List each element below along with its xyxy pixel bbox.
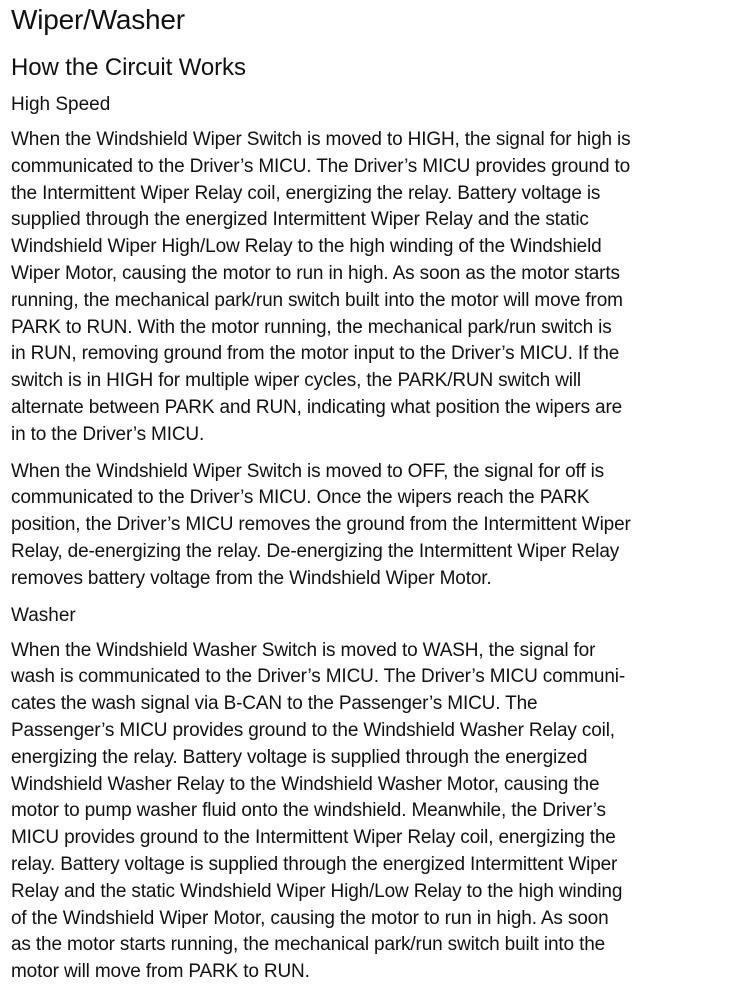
paragraph-line: Relay, de-energizing the relay. De-energizing the Intermittent Wiper Relay <box>11 540 620 562</box>
paragraph-line: running, the mechanical park/run switch built into the motor will move from <box>11 289 623 311</box>
paragraph-line: Windshield Wiper High/Low Relay to the high winding of the Windshield <box>11 236 602 258</box>
paragraph-line: Windshield Washer Relay to the Windshield Washer Motor, causing the <box>11 773 600 795</box>
paragraph-line: When the Windshield Wiper Switch is moved to HIGH, the signal for high is <box>11 129 631 150</box>
paragraph-line: Passenger’s MICU provides ground to the Windshield Washer Relay coil, <box>11 719 615 741</box>
body-paragraph <box>11 459 753 593</box>
paragraph-line: When the Windshield Washer Switch is moved to WASH, the signal for <box>11 639 596 661</box>
paragraph-line: cates the wash signal via B-CAN to the Passenger’s MICU. The <box>11 693 538 715</box>
paragraph-line: motor to pump washer fluid onto the windshield. Meanwhile, the Driver’s <box>11 800 606 822</box>
paragraph-line: communicated to the Driver’s MICU. Once the wipers reach the PARK <box>11 487 590 509</box>
paragraph-line: Relay and the static Windshield Wiper High/Low Relay to the high winding <box>11 880 623 902</box>
paragraph-line: PARK to RUN. With the motor running, the mechanical park/run switch is <box>11 316 612 338</box>
paragraph-line: as the motor starts running, the mechanical park/run switch built into the <box>11 934 606 956</box>
paragraph-line: communicated to the Driver’s MICU. The Driver’s MICU provides ground to <box>11 155 631 177</box>
body-paragraph <box>11 638 753 986</box>
paragraph-line: motor will move from PARK to RUN. <box>11 961 310 983</box>
paragraph-line: in RUN, removing ground from the motor input to the Driver’s MICU. If the <box>11 343 620 365</box>
paragraph-line: MICU provides ground to the Intermittent Wiper Relay coil, energizing the <box>11 827 616 849</box>
paragraph-line: switch is in HIGH for multiple wiper cycles, the PARK/RUN switch will <box>11 370 581 392</box>
document-body <box>11 93 753 986</box>
document-page <box>11 0 753 986</box>
body-paragraph <box>11 127 753 449</box>
paragraph-line: When the Windshield Wiper Switch is moved to OFF, the signal for off is <box>11 460 605 482</box>
paragraph-line: position, the Driver’s MICU removes the ground from the Intermittent Wiper <box>11 514 631 536</box>
paragraph-line: relay. Battery voltage is supplied through the energized Intermittent Wiper <box>11 853 618 875</box>
paragraph-line: supplied through the energized Intermittent Wiper Relay and the static <box>11 209 589 231</box>
paragraph-line: alternate between PARK and RUN, indicating what position the wipers are <box>11 396 623 418</box>
paragraph-line: wash is communicated to the Driver’s MICU. The Driver’s MICU communi- <box>11 666 625 688</box>
paragraph-line: energizing the relay. Battery voltage is supplied through the energized <box>11 746 588 768</box>
document-title: Wiper/Washer <box>11 4 185 35</box>
paragraph-line: in to the Driver’s MICU. <box>11 423 205 445</box>
paragraph-line: Wiper Motor, causing the motor to run in high. As soon as the motor starts <box>11 262 620 284</box>
section-title: How the Circuit Works <box>11 54 246 81</box>
paragraph-line: the Intermittent Wiper Relay coil, energizing the relay. Battery voltage is <box>11 182 601 204</box>
paragraph-line: removes battery voltage from the Windshield Wiper Motor. <box>11 567 492 589</box>
subsection-heading: Washer <box>11 604 76 626</box>
subsection-heading: High Speed <box>11 94 111 115</box>
paragraph-line: of the Windshield Wiper Motor, causing the motor to run in high. As soon <box>11 907 609 929</box>
